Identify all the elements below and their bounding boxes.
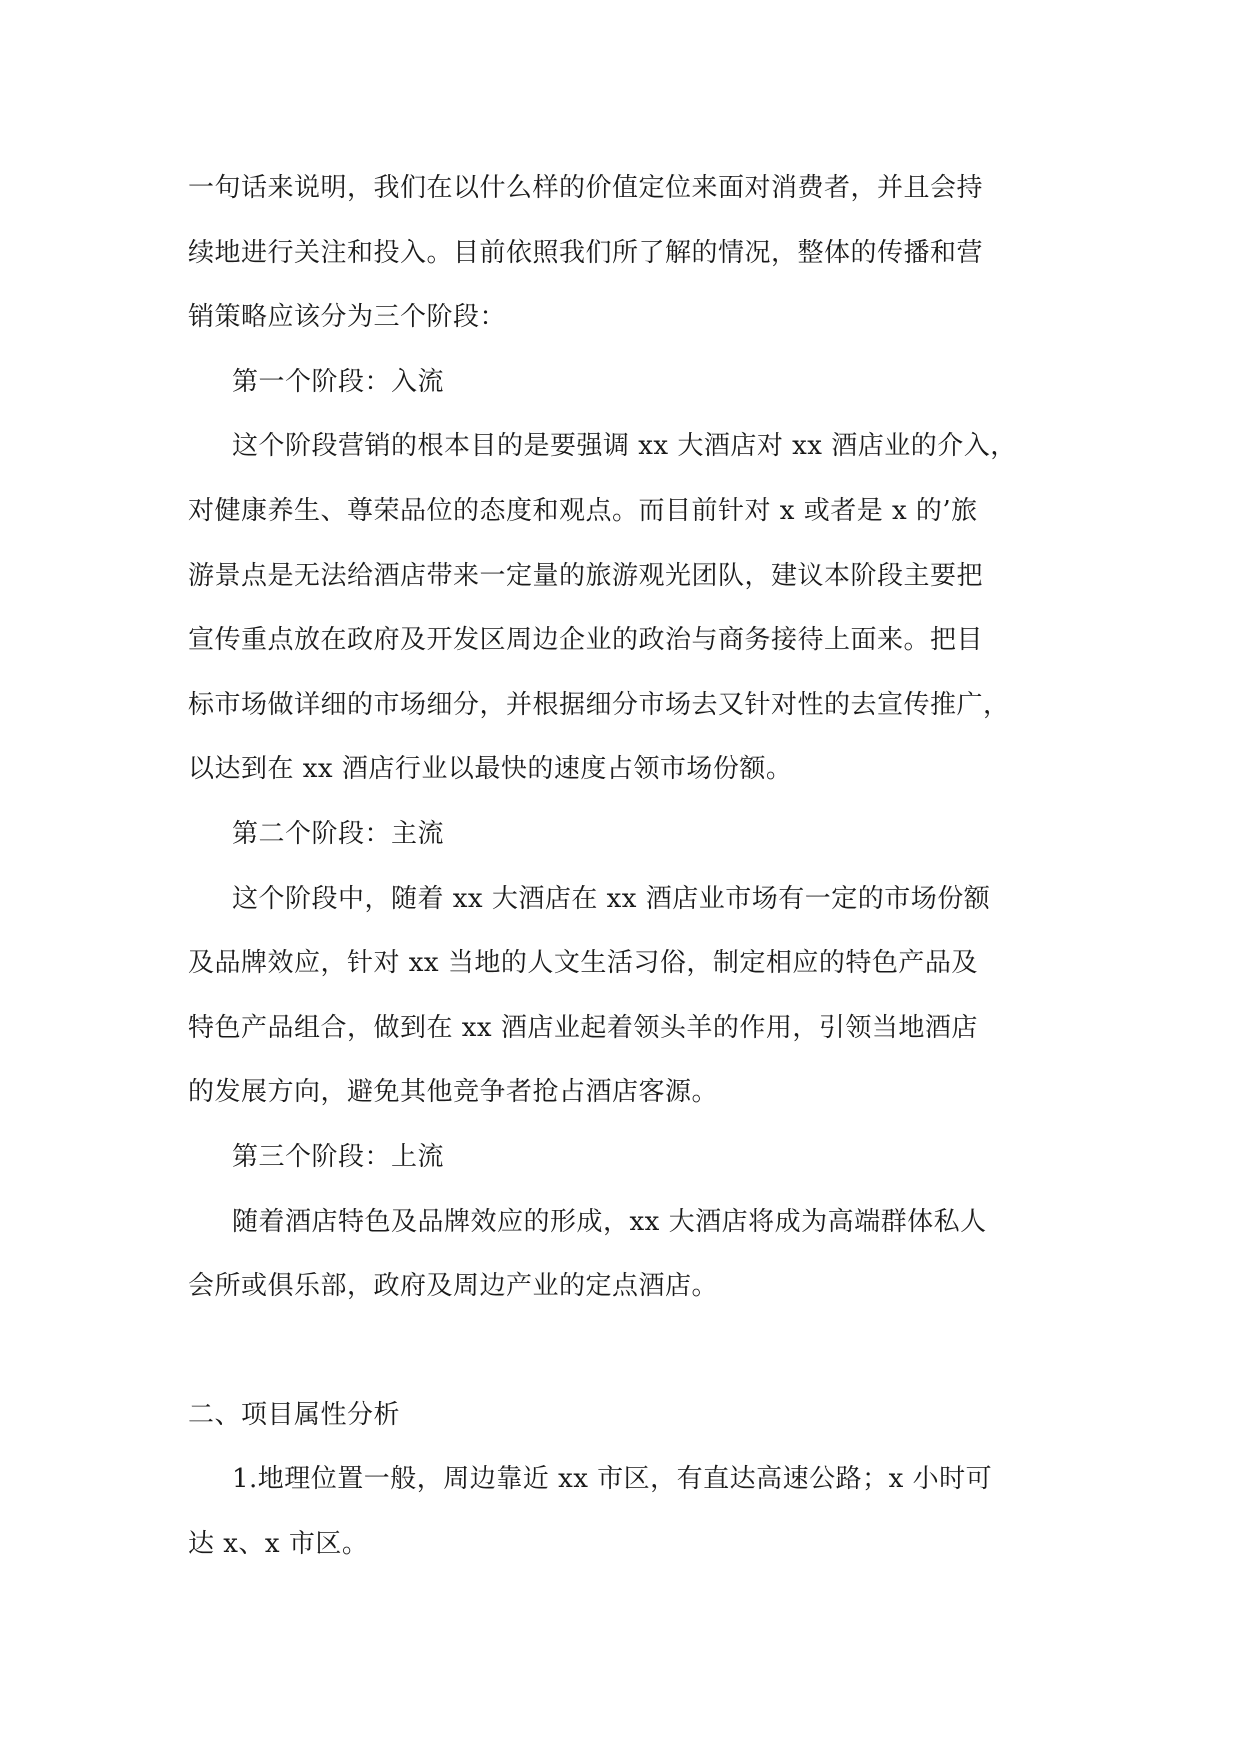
text-line: 标市场做详细的市场细分，并根据细分市场去又针对性的去宣传推广， [188, 689, 1010, 720]
text-line: 及品牌效应，针对 xx 当地的人文生活习俗，制定相应的特色产品及 [188, 948, 978, 979]
stage3-paragraph [188, 1190, 1054, 1319]
text-line: 这个阶段中，随着 xx 大酒店在 xx 酒店业市场有一定的市场份额 [232, 883, 991, 914]
text-line: 续地进行关注和投入。目前依照我们所了解的情况，整体的传播和营 [188, 237, 984, 268]
text-line: 一句话来说明，我们在以什么样的价值定位来面对消费者，并且会持 [188, 173, 984, 203]
text-line: 销策略应该分为三个阶段： [188, 302, 507, 333]
stage1-paragraph [188, 414, 1054, 802]
text-line: 宣传重点放在政府及开发区周边企业的政治与商务接待上面来。把目 [188, 625, 984, 656]
text-line: 特色产品组合，做到在 xx 酒店业起着领头羊的作用，引领当地酒店 [188, 1012, 978, 1043]
stage2-paragraph [188, 867, 1054, 1125]
text-line: 游景点是无法给酒店带来一定量的旅游观光团队，建议本阶段主要把 [188, 560, 984, 591]
text-line: 对健康养生、尊荣品位的态度和观点。而目前针对 x 或者是 x 的’旅 [188, 495, 978, 526]
text-line: 随着酒店特色及品牌效应的形成，xx 大酒店将成为高端群体私人 [232, 1206, 987, 1237]
text-line: 以达到在 xx 酒店行业以最快的速度占领市场份额。 [188, 754, 793, 785]
section-spacer [188, 1319, 1054, 1383]
text-line: 达 x、x 市区。 [188, 1528, 369, 1559]
text-line: 会所或俱乐部，政府及周边产业的定点酒店。 [188, 1271, 719, 1302]
text-line: 的发展方向，避免其他竞争者抢占酒店客源。 [188, 1077, 719, 1108]
stage1-heading: 第一个阶段：入流 [232, 366, 445, 397]
text-line: 这个阶段营销的根本目的是要强调 xx 大酒店对 xx 酒店业的介入， [232, 431, 1017, 462]
stage3-heading: 第三个阶段：上流 [232, 1141, 445, 1172]
stage2-heading: 第二个阶段：主流 [232, 818, 445, 849]
text-line: 1.地理位置一般，周边靠近 xx 市区，有直达高速公路；x 小时可 [232, 1464, 993, 1495]
section2-item1 [188, 1447, 1054, 1576]
intro-paragraph [188, 156, 1054, 350]
document-body [188, 156, 1054, 1576]
section2-heading: 二、项目属性分析 [188, 1399, 401, 1430]
